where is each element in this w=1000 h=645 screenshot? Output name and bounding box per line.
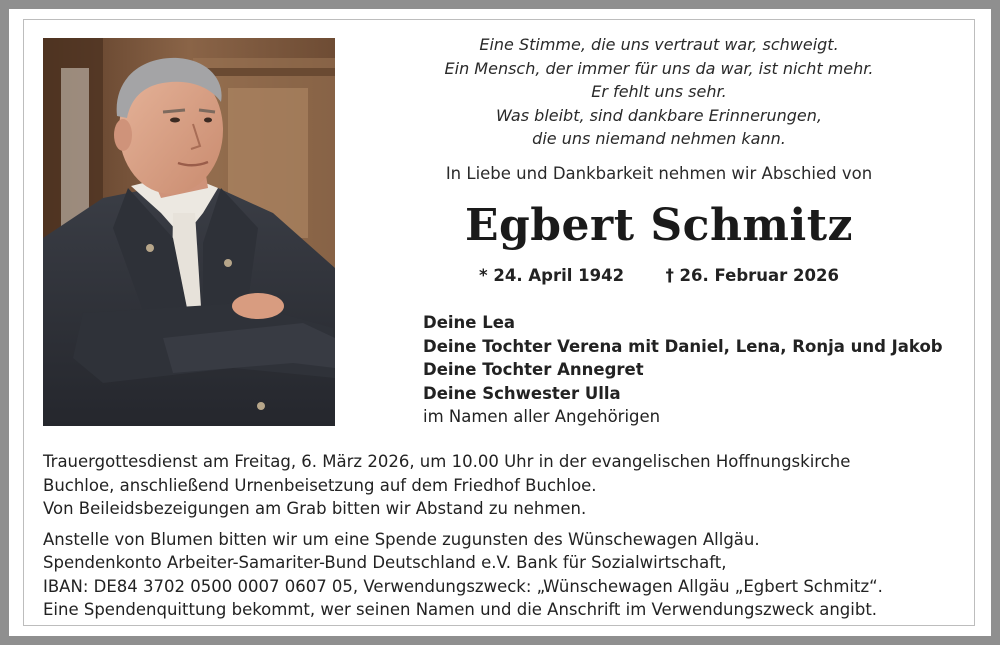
poem-line: Eine Stimme, die uns vertraut war, schweigt. bbox=[479, 35, 839, 54]
poem-line: Ein Mensch, der immer für uns da war, ist nicht mehr. bbox=[444, 58, 874, 78]
service-info bbox=[43, 450, 983, 622]
obituary-card bbox=[9, 9, 991, 636]
deceased-name: Egbert Schmitz bbox=[464, 200, 854, 251]
donation-line: Anstelle von Blumen bitten wir um eine Spende zugunsten des Wünschewagen Allgäu. bbox=[43, 529, 760, 549]
death-date: † 26. Februar 2026 bbox=[665, 266, 839, 285]
life-dates bbox=[389, 266, 929, 285]
family-list bbox=[423, 311, 963, 429]
family-member: Deine Tochter Verena mit Daniel, Lena, Ronja und Jakob bbox=[423, 336, 943, 356]
service-line: Trauergottesdienst am Freitag, 6. März 2026, um 10.00 Uhr in der evangelischen Hoffnungskirche bbox=[43, 452, 851, 471]
birth-date: * 24. April 1942 bbox=[479, 266, 625, 285]
family-member: Deine Tochter Annegret bbox=[423, 360, 644, 379]
family-member: Deine Lea bbox=[423, 313, 516, 332]
service-line: Von Beileidsbezeigungen am Grab bitten wir Abstand zu nehmen. bbox=[43, 499, 587, 518]
poem bbox=[389, 33, 929, 151]
family-member: Deine Schwester Ulla bbox=[423, 383, 621, 403]
poem-line: Er fehlt uns sehr. bbox=[591, 82, 727, 101]
poem-line: die uns niemand nehmen kann. bbox=[532, 129, 786, 148]
service-line: Buchloe, anschließend Urnenbeisetzung auf dem Friedhof Buchloe. bbox=[43, 475, 597, 495]
donation-line: IBAN: DE84 3702 0500 0007 0607 05, Verwendungszweck: „Wünschewagen Allgäu „Egbert Schmitz“. bbox=[43, 576, 883, 596]
donation-line: Spendenkonto Arbeiter-Samariter-Bund Deutschland e.V. Bank für Sozialwirtschaft, bbox=[43, 553, 727, 572]
portrait-photo bbox=[43, 38, 335, 426]
poem-line: Was bleibt, sind dankbare Erinnerungen, bbox=[495, 105, 822, 125]
family-closing: im Namen aller Angehörigen bbox=[423, 407, 661, 426]
donation-line: Eine Spendenquittung bekommt, wer seinen Namen und die Anschrift im Verwendungszweck angibt. bbox=[43, 600, 878, 619]
farewell-intro: In Liebe und Dankbarkeit nehmen wir Abschied von bbox=[445, 164, 873, 183]
